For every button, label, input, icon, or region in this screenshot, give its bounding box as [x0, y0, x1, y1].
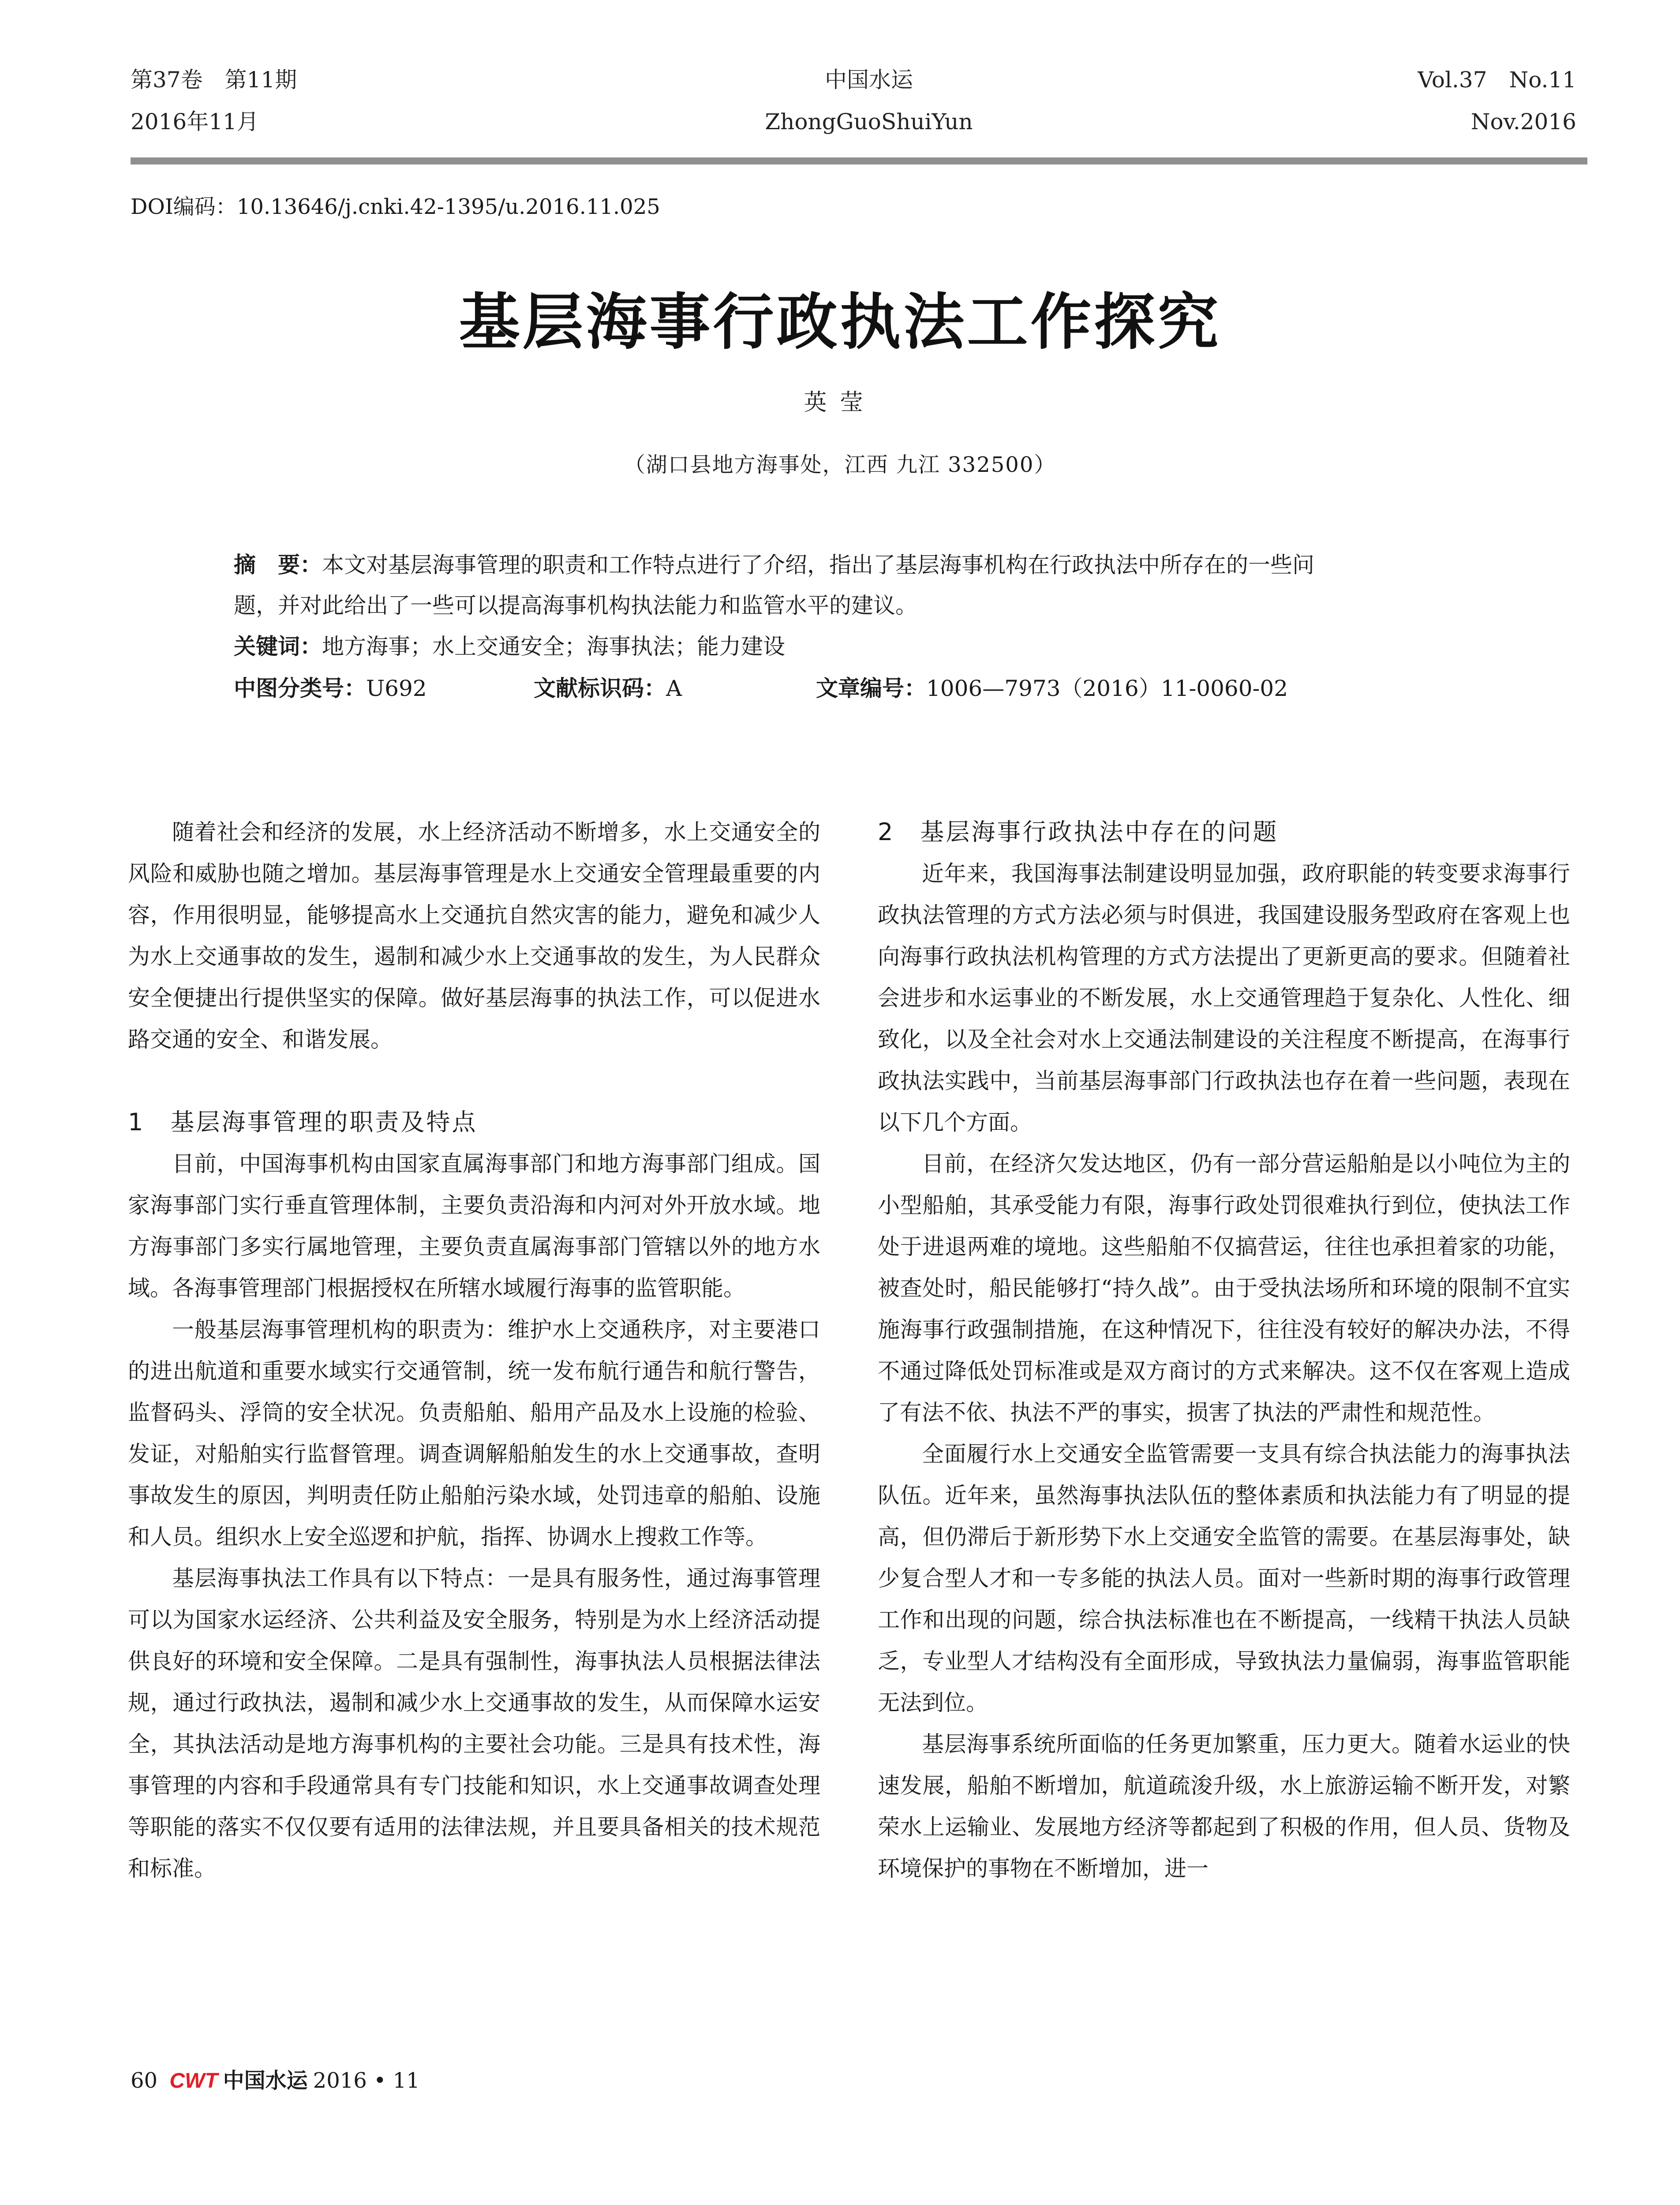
section-2-paragraph-1: 近年来，我国海事法制建设明显加强，政府职能的转变要求海事行政执法管理的方式方法必须与时俱进，我国建设服务型政府在客观上也向海事行政执法机构管理的方式方法提出了更新更高的要求。但随着社会进步和水运事业的不断发展，水上交通管理趋于复杂化、人性化、细致化，以及全社会对水上交通法制建设的关注程度不断提高，在海事行政执法实践中，当前基层海事部门行政执法也存在着一些问题，表现在以下几个方面。	[878, 861, 1570, 1135]
section-2-paragraph-3: 全面履行水上交通安全监管需要一支具有综合执法能力的海事执法队伍。近年来，虽然海事执法队伍的整体素质和执法能力有了明显的提高，但仍滞后于新形势下水上交通安全监管的需要。在基层海事处，缺少复合型人才和一专多能的执法人员。面对一些新时期的海事行政管理工作和出现的问题，综合执法标准也在不断提高，一线精干执法人员缺乏，专业型人才结构没有全面形成，导致执法力量偏弱，海事监管职能无法到位。	[878, 1441, 1570, 1715]
intro-paragraph: 随着社会和经济的发展，水上经济活动不断增多，水上交通安全的风险和威胁也随之增加。基层海事管理是水上交通安全管理最重要的内容，作用很明显，能够提高水上交通抗自然灾害的能力，避免和减少人为水上交通事故的发生，遏制和减少水上交通事故的发生，为人民群众安全便捷出行提供坚实的保障。做好基层海事的执法工作，可以促进水路交通的安全、和谐发展。	[128, 819, 820, 1052]
author-name: 英莹	[804, 389, 876, 416]
article-number-value: 1006—7973（2016）11-0060-02	[926, 676, 1288, 701]
journal-volume-header-en	[1418, 66, 1576, 150]
abstract-text-line2: 题，并对此给出了一些可以提高海事机构执法能力和监管水平的建议。	[234, 593, 917, 618]
clc-value: U692	[366, 676, 427, 701]
keywords-label: 关键词：	[234, 634, 322, 659]
journal-name-cn: 中国水运	[825, 67, 913, 93]
author-affiliation: （湖口县地方海事处，江西 九江 332500）	[624, 452, 1056, 477]
abstract-label: 摘 要：	[234, 552, 322, 578]
journal-name-header	[706, 66, 1032, 150]
section-2-heading: 2 基层海事行政执法中存在的问题	[878, 818, 1279, 846]
section-1-heading: 1 基层海事管理的职责及特点	[128, 1108, 478, 1136]
section-2-paragraph-2: 目前，在经济欠发达地区，仍有一部分营运船舶是以小吨位为主的小型船舶，其承受能力有限，海事行政处罚很难执行到位，使执法工作处于进退两难的境地。这些船舶不仅搞营运，往往也承担着家的功能，被查处时，船民能够打“持久战”。由于受执法场所和环境的限制不宜实施海事行政强制措施，在这种情况下，往往没有较好的解决办法，不得不通过降低处罚标准或是双方商讨的方式来解决。这不仅在客观上造成了有法不依、执法不严的事实，损害了执法的严肃性和规范性。	[878, 1151, 1570, 1425]
doc-code-value: A	[666, 676, 682, 701]
clc-label: 中图分类号：	[234, 676, 366, 701]
issue-date-en: Nov.2016	[1470, 109, 1576, 135]
journal-volume-header	[131, 66, 297, 150]
keywords	[234, 633, 1513, 660]
article-number-label: 文章编号：	[816, 676, 926, 701]
section-1-paragraph-2: 一般基层海事管理机构的职责为：维护水上交通秩序，对主要港口的进出航道和重要水域实行交通管制，统一发布航行通告和航行警告，监督码头、浮筒的安全状况。负责船舶、船用产品及水上设施的检验、发证，对船舶实行监督管理。调查调解船舶发生的水上交通事故，查明事故发生的原因，判明责任防止船舶污染水域，处罚违章的船舶、设施和人员。组织水上安全巡逻和护航，指挥、协调水上搜救工作等。	[128, 1317, 820, 1550]
keywords-text: 地方海事；水上交通安全；海事执法；能力建设	[322, 634, 785, 659]
cwt-logo: CWT	[169, 2069, 218, 2093]
body-right-column	[878, 811, 1570, 1889]
body-left-column	[128, 811, 820, 1889]
page-footer	[131, 2067, 420, 2094]
issue-date: 2016年11月	[131, 109, 259, 135]
volume-issue: 第37卷 第11期	[131, 67, 297, 93]
section-1-paragraph-1: 目前，中国海事机构由国家直属海事部门和地方海事部门组成。国家海事部门实行垂直管理体制，主要负责沿海和内河对外开放水域。地方海事部门多实行属地管理，主要负责直属海事部门管辖以外的地方水域。各海事管理部门根据授权在所辖水域履行海事的监管职能。	[128, 1151, 820, 1301]
footer-magazine-name: 中国水运	[223, 2068, 308, 2093]
volume-issue-en: Vol.37 No.11	[1418, 67, 1576, 93]
abstract-text-line1: 本文对基层海事管理的职责和工作特点进行了介绍，指出了基层海事机构在行政执法中所存在的一些问	[322, 552, 1314, 578]
article-title: 基层海事行政执法工作探究	[459, 287, 1221, 358]
journal-name-pinyin: ZhongGuoShuiYun	[765, 109, 973, 135]
doc-code-label: 文献标识码：	[534, 676, 666, 701]
section-2-paragraph-4: 基层海事系统所面临的任务更加繁重，压力更大。随着水运业的快速发展，船舶不断增加，航道疏浚升级，水上旅游运输不断开发，对繁荣水上运输业、发展地方经济等都起到了积极的作用，但人员、货物及环境保护的事物在不断增加，进一	[878, 1731, 1570, 1881]
header-divider	[131, 157, 1587, 164]
classification-line	[234, 675, 1513, 702]
footer-issue: 2016 • 11	[313, 2068, 420, 2093]
doi-line: DOI编码：10.13646/j.cnki.42-1395/u.2016.11.025	[131, 194, 660, 219]
section-1-paragraph-3: 基层海事执法工作具有以下特点：一是具有服务性，通过海事管理可以为国家水运经济、公共利益及安全服务，特别是为水上经济活动提供良好的环境和安全保障。二是具有强制性，海事执法人员根据法律法规，通过行政执法，遏制和减少水上交通事故的发生，从而保障水运安全，其执法活动是地方海事机构的主要社会功能。三是具有技术性，海事管理的内容和手段通常具有专门技能和知识，水上交通事故调查处理等职能的落实不仅仅要有适用的法律法规，并且要具备相关的技术规范和标准。	[128, 1566, 820, 1881]
page-number: 60	[131, 2068, 158, 2093]
abstract	[234, 551, 1513, 632]
